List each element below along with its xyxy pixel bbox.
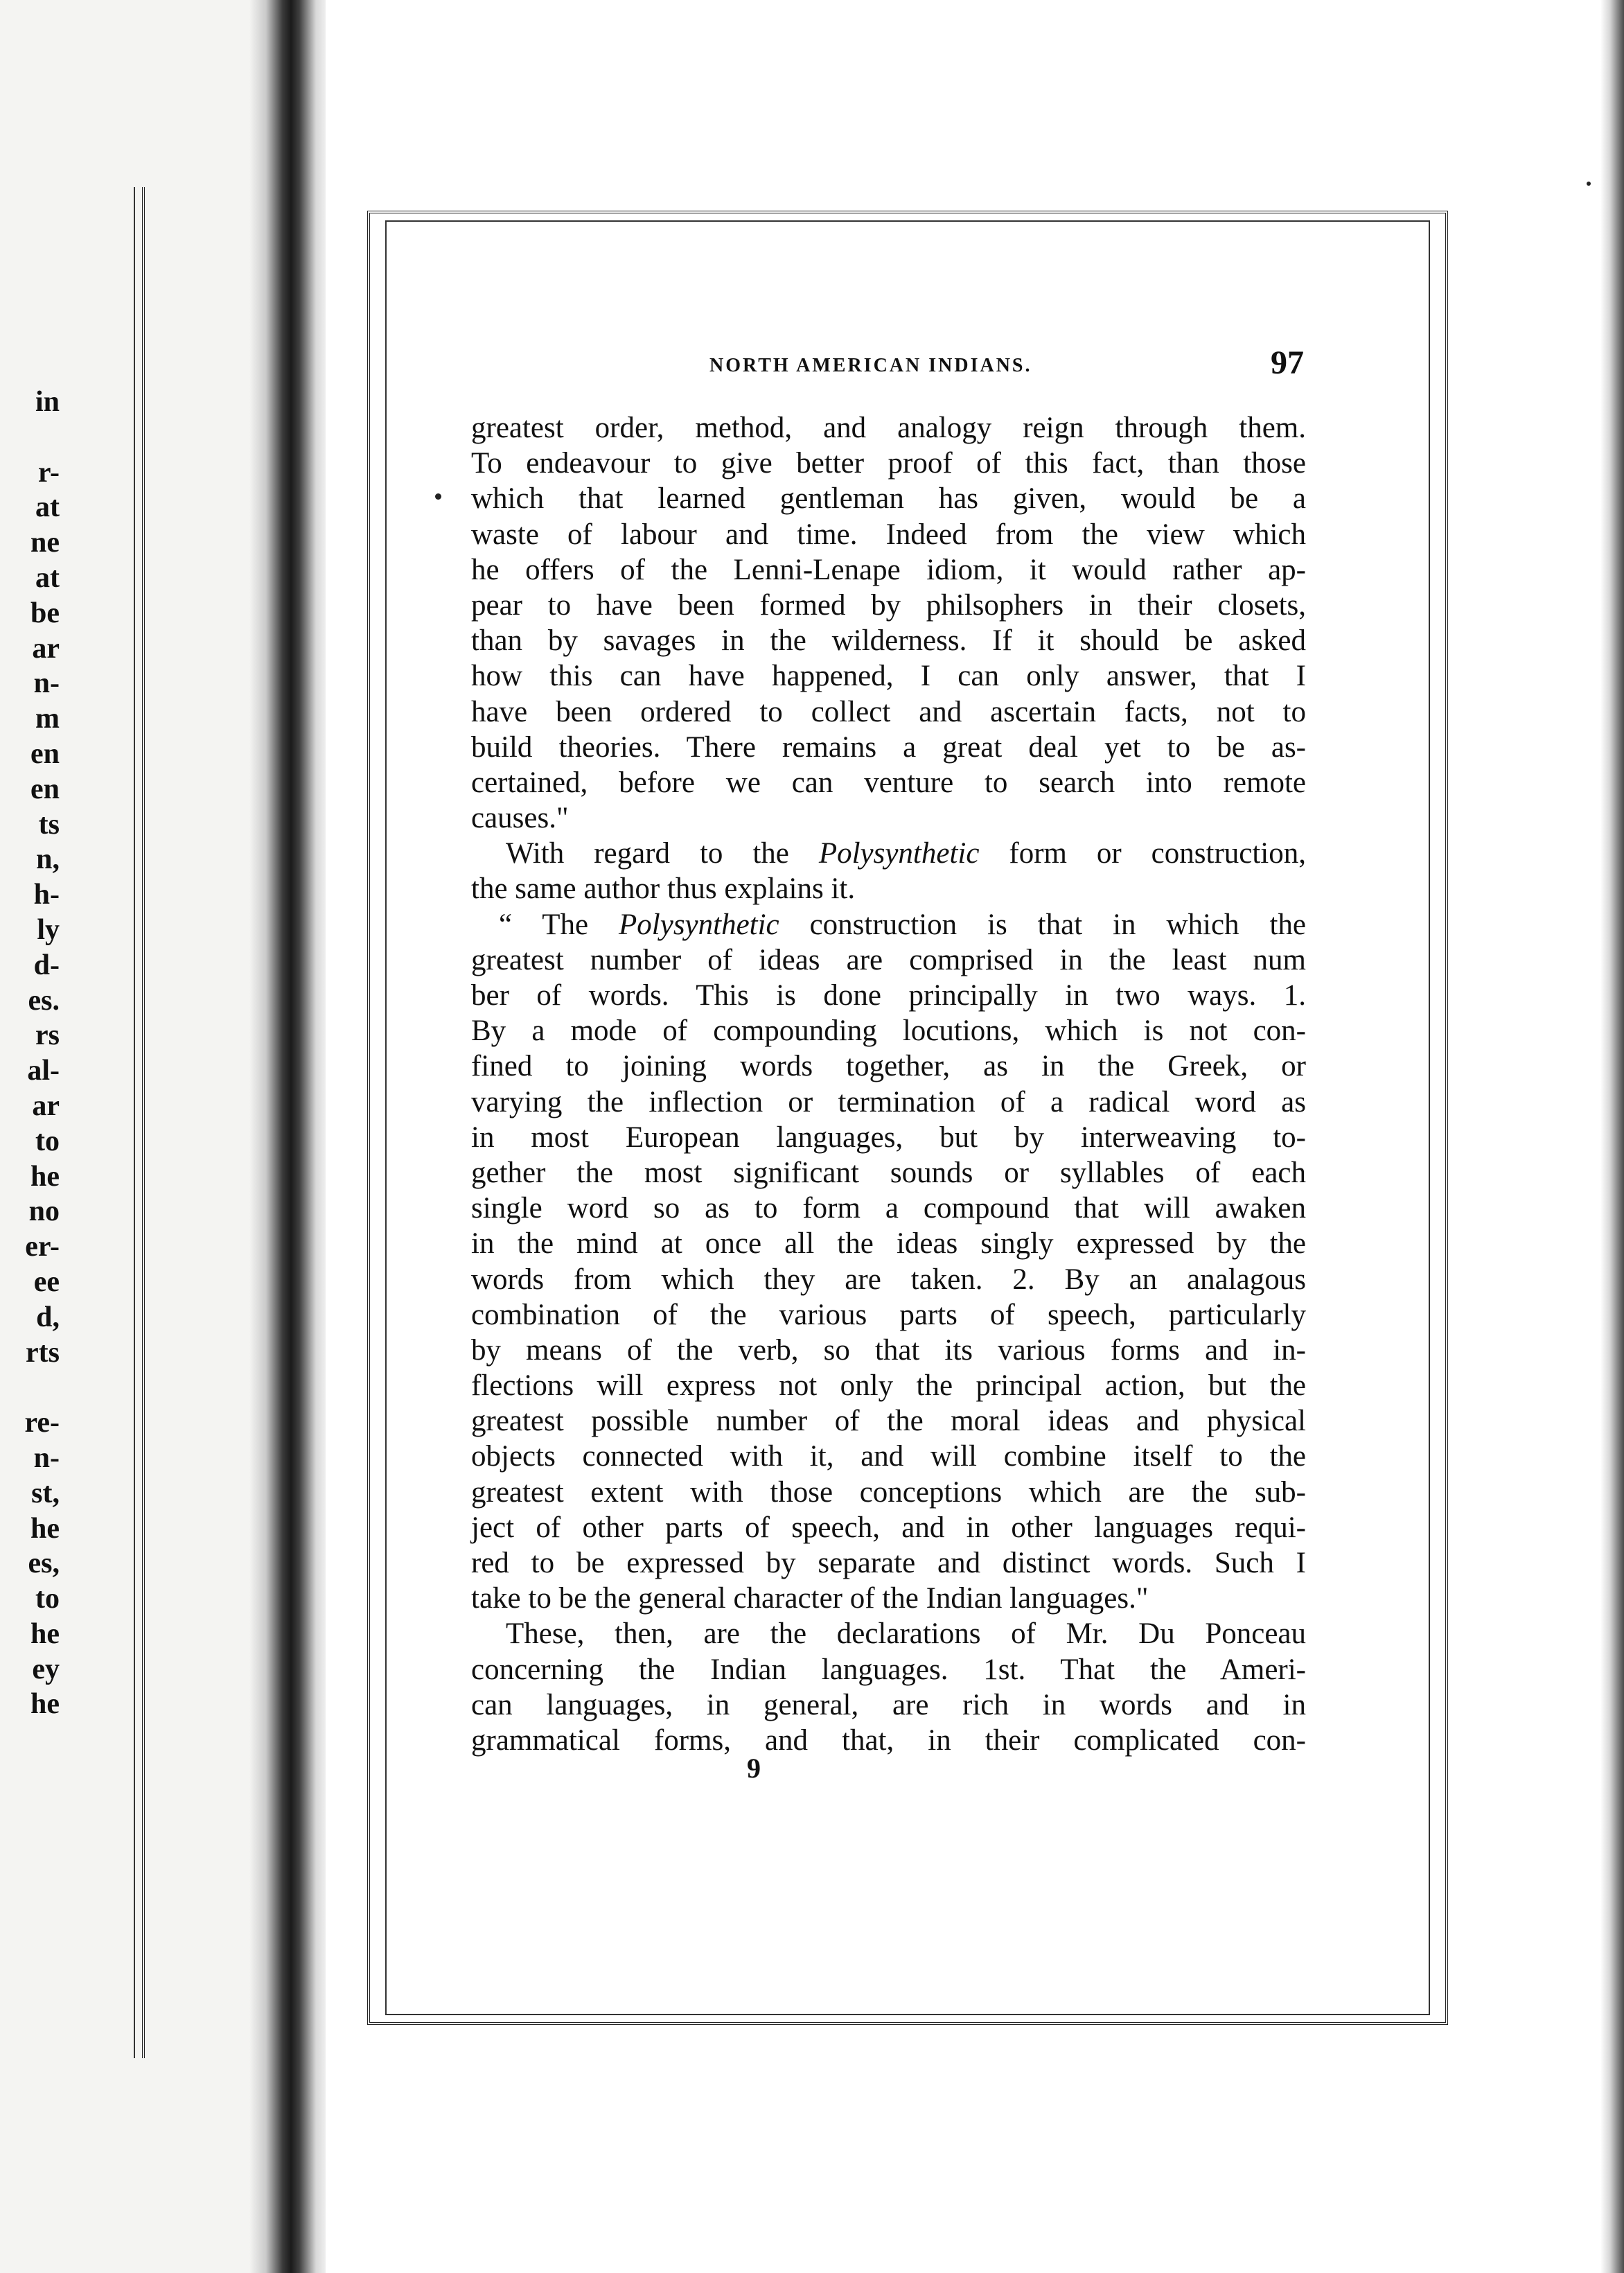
fragment-line: ar: [32, 1089, 60, 1122]
book-gutter-shadow: [249, 0, 333, 2273]
text-run: form or construction,: [979, 837, 1306, 870]
text-run: construction is that in which the: [779, 908, 1306, 941]
fragment-line: en: [30, 773, 60, 805]
text-line: combination of the various parts of speech, particularly: [471, 1298, 1306, 1331]
fragment-line: at: [35, 561, 60, 594]
text-line: certained, before we can venture to search into remote: [471, 766, 1306, 799]
text-run: “ The: [499, 908, 619, 941]
text-line: pear to have been formed by philsophers in their closets,: [471, 588, 1306, 622]
fragment-line: no: [28, 1195, 60, 1228]
fragment-line: en: [30, 737, 60, 770]
text-line: greatest order, method, and analogy reign through them.: [471, 412, 1306, 444]
text-line: concerning the Indian languages. 1st. That the Ameri-: [471, 1653, 1306, 1686]
text-run: With regard to the: [506, 837, 819, 870]
running-head: NORTH AMERICAN INDIANS.: [709, 355, 1032, 376]
text-line: he offers of the Lenni-Lenape idiom, it would rather ap-: [471, 553, 1306, 586]
text-line: ject of other parts of speech, and in other languages requi-: [471, 1511, 1306, 1544]
signature-mark: 9: [747, 1753, 761, 1784]
text-line: greatest extent with those conceptions which are the sub-: [471, 1475, 1306, 1509]
ink-speck: [435, 493, 441, 500]
text-line: greatest number of ideas are comprised in the least num: [471, 943, 1306, 976]
text-line: grammatical forms, and that, in their complicated con-: [471, 1723, 1306, 1757]
fragment-line: ar: [32, 632, 60, 665]
text-line: fined to joining words together, as in the Greek, or: [471, 1050, 1306, 1083]
fragment-line: ly: [37, 913, 60, 946]
fragment-line: h-: [33, 879, 60, 911]
text-line: take to be the general character of the Indian languages.": [471, 1582, 1149, 1615]
fragment-line: he: [30, 1160, 60, 1193]
ink-speck: [1587, 182, 1591, 186]
fragment-line: d-: [33, 949, 60, 981]
text-line: objects connected with it, and will combine itself to the: [471, 1440, 1306, 1473]
fragment-line: rts: [26, 1336, 60, 1369]
fragment-line: n,: [36, 843, 60, 876]
fragment-line: n-: [33, 667, 60, 700]
fragment-line: ne: [30, 527, 60, 559]
text-line: in the mind at once all the ideas singly expressed by the: [471, 1227, 1306, 1261]
fragment-line: to: [35, 1125, 60, 1157]
text-line: flections will express not only the principal action, but the: [471, 1369, 1306, 1403]
fragment-line: al-: [27, 1055, 60, 1087]
fragment-line: ts: [38, 808, 60, 841]
text-line: By a mode of compounding locutions, which is not con-: [471, 1015, 1306, 1048]
text-line: by means of the verb, so that its various forms and in-: [471, 1333, 1306, 1367]
text-line: words from which they are taken. 2. By an analagous: [471, 1263, 1306, 1296]
fragment-line: ey: [32, 1653, 60, 1685]
fragment-line: be: [30, 597, 60, 629]
fragment-line: to: [35, 1583, 60, 1615]
fragment-line: rs: [35, 1019, 60, 1052]
text-line: ber of words. This is done principally in two ways. 1.: [471, 979, 1306, 1012]
fragment-line: er-: [25, 1231, 60, 1263]
fragment-line: r-: [37, 456, 60, 489]
page-number: 97: [1271, 344, 1304, 381]
text-line: in most European languages, but by interweaving to-: [471, 1121, 1306, 1154]
fragment-line: [0, 420, 60, 455]
fragment-line: d,: [36, 1301, 60, 1333]
fragment-line: ee: [33, 1265, 60, 1298]
text-line: To endeavour to give better proof of this fact, than those: [471, 447, 1306, 480]
fragment-line: re-: [24, 1407, 60, 1439]
fragment-line: m: [35, 703, 60, 735]
text-line: how this can have happened, I can only answer, that I: [471, 660, 1306, 693]
text-line: have been ordered to collect and ascertain facts, not to: [471, 695, 1306, 728]
italic-term: Polysynthetic: [818, 837, 980, 870]
fragment-line: he: [30, 1688, 60, 1721]
text-line: build theories. There remains a great deal yet to be as-: [471, 730, 1306, 764]
text-line: causes.": [471, 802, 569, 835]
text-line: varying the inflection or termination of a radical word as: [471, 1085, 1306, 1118]
fragment-line: he: [30, 1512, 60, 1545]
right-page-edge-shadow: [1600, 0, 1624, 2273]
text-line: [471, 836, 1306, 871]
text-line: the same author thus explains it.: [471, 872, 856, 906]
text-line: [471, 907, 1306, 942]
italic-term: Polysynthetic: [619, 908, 779, 941]
text-line: waste of labour and time. Indeed from the view which: [471, 518, 1306, 551]
fragment-line: in: [35, 386, 60, 418]
fragment-line: n-: [33, 1441, 60, 1474]
text-line: red to be expressed by separate and distinct words. Such I: [471, 1547, 1306, 1579]
text-line: than by savages in the wilderness. If it should be asked: [471, 624, 1306, 658]
fragment-line: [0, 1370, 60, 1405]
text-line: These, then, are the declarations of Mr. Du Ponceau: [506, 1617, 1306, 1651]
fragment-line: st,: [31, 1477, 60, 1509]
text-line: single word so as to form a compound that will awaken: [471, 1192, 1306, 1225]
text-line: which that learned gentleman has given, would be a: [471, 482, 1306, 516]
fragment-line: es,: [28, 1547, 60, 1580]
fragment-line: he: [30, 1617, 60, 1650]
fragment-line: at: [35, 491, 60, 524]
text-line: greatest possible number of the moral ideas and physical: [471, 1405, 1306, 1438]
left-page-text-fragments: [0, 385, 60, 1722]
body-text: [471, 410, 1306, 1758]
text-line: gether the most significant sounds or syllables of each: [471, 1156, 1306, 1189]
text-line: can languages, in general, are rich in words and in: [471, 1688, 1306, 1721]
fragment-line: es.: [28, 984, 60, 1017]
